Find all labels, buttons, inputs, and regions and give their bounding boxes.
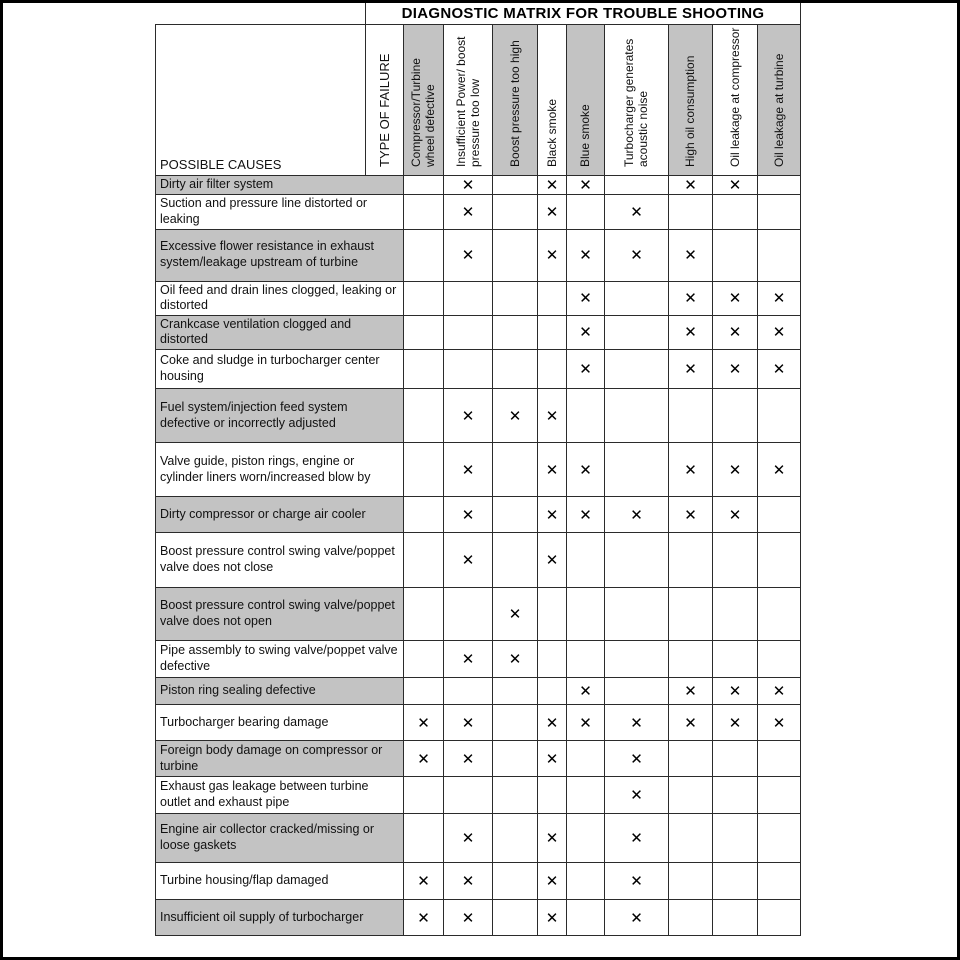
empty-cell (567, 900, 605, 936)
table-row (156, 281, 801, 315)
empty-cell (713, 814, 758, 863)
x-mark-cell: ✕ (713, 678, 758, 705)
empty-cell (493, 705, 538, 741)
x-mark-cell: ✕ (538, 194, 567, 229)
table-row (156, 863, 801, 900)
x-mark-cell: ✕ (444, 641, 493, 678)
cause-cell: Pipe assembly to swing valve/poppet valve defective (156, 641, 404, 678)
table-row (156, 533, 801, 588)
empty-cell (493, 350, 538, 389)
x-mark-cell: ✕ (444, 389, 493, 443)
type-of-failure-header (366, 24, 404, 175)
table-row (156, 350, 801, 389)
empty-cell (669, 863, 713, 900)
empty-cell (493, 315, 538, 349)
x-mark-cell: ✕ (404, 863, 444, 900)
cause-cell: Engine air collector cracked/missing or loose gaskets (156, 814, 404, 863)
x-mark-cell: ✕ (669, 443, 713, 497)
empty-cell (444, 350, 493, 389)
empty-cell (538, 350, 567, 389)
table-row (156, 900, 801, 936)
x-mark-cell: ✕ (538, 705, 567, 741)
x-mark-cell: ✕ (444, 497, 493, 533)
empty-cell (758, 641, 801, 678)
x-mark-cell: ✕ (538, 741, 567, 777)
cause-cell: Excessive flower resistance in exhaust system/leakage upstream of turbine (156, 229, 404, 281)
x-mark-cell: ✕ (758, 678, 801, 705)
empty-cell (567, 194, 605, 229)
x-mark-cell: ✕ (669, 175, 713, 194)
empty-cell (758, 900, 801, 936)
x-mark-cell: ✕ (758, 443, 801, 497)
x-mark-cell: ✕ (444, 863, 493, 900)
possible-causes-header: POSSIBLE CAUSES (156, 24, 366, 175)
column-header-label: Blue smoke (578, 103, 593, 167)
empty-cell (669, 194, 713, 229)
empty-cell (713, 194, 758, 229)
x-mark-cell: ✕ (669, 315, 713, 349)
column-header-label: Black smoke (544, 98, 559, 167)
empty-cell (444, 315, 493, 349)
cause-cell: Exhaust gas leakage between turbine outlet and exhaust pipe (156, 777, 404, 814)
empty-cell (567, 389, 605, 443)
empty-cell (605, 533, 669, 588)
empty-cell (493, 497, 538, 533)
table-row (156, 194, 801, 229)
x-mark-cell: ✕ (758, 315, 801, 349)
empty-cell (758, 814, 801, 863)
x-mark-cell: ✕ (758, 350, 801, 389)
empty-cell (605, 588, 669, 641)
empty-cell (493, 863, 538, 900)
table-row (156, 588, 801, 641)
x-mark-cell: ✕ (567, 281, 605, 315)
empty-cell (444, 588, 493, 641)
empty-cell (605, 389, 669, 443)
column-header-label: Insufficient Power/ boost pressure too low (453, 35, 482, 167)
empty-cell (538, 641, 567, 678)
empty-cell (758, 777, 801, 814)
table-row (156, 705, 801, 741)
title-row (156, 3, 801, 24)
table-row (156, 443, 801, 497)
empty-cell (444, 777, 493, 814)
empty-cell (567, 641, 605, 678)
cause-cell: Suction and pressure line distorted or leaking (156, 194, 404, 229)
column-header-7 (669, 24, 713, 175)
cause-cell: Piston ring sealing defective (156, 678, 404, 705)
table-row (156, 497, 801, 533)
x-mark-cell: ✕ (444, 194, 493, 229)
empty-cell (493, 229, 538, 281)
empty-cell (567, 533, 605, 588)
empty-cell (404, 533, 444, 588)
column-header-5 (567, 24, 605, 175)
x-mark-cell: ✕ (713, 315, 758, 349)
column-header-4 (538, 24, 567, 175)
page-title: DIAGNOSTIC MATRIX FOR TROUBLE SHOOTING (366, 3, 801, 24)
x-mark-cell: ✕ (669, 281, 713, 315)
x-mark-cell: ✕ (713, 350, 758, 389)
table-row (156, 315, 801, 349)
empty-cell (404, 281, 444, 315)
empty-cell (404, 814, 444, 863)
x-mark-cell: ✕ (758, 705, 801, 741)
empty-cell (493, 678, 538, 705)
empty-cell (493, 281, 538, 315)
blank-corner (156, 3, 366, 24)
type-of-failure-label: TYPE OF FAILURE (376, 53, 392, 167)
empty-cell (713, 588, 758, 641)
x-mark-cell: ✕ (605, 497, 669, 533)
empty-cell (605, 641, 669, 678)
x-mark-cell: ✕ (567, 229, 605, 281)
empty-cell (669, 741, 713, 777)
empty-cell (538, 678, 567, 705)
empty-cell (493, 533, 538, 588)
x-mark-cell: ✕ (538, 863, 567, 900)
x-mark-cell: ✕ (605, 900, 669, 936)
x-mark-cell: ✕ (444, 533, 493, 588)
empty-cell (567, 863, 605, 900)
empty-cell (758, 863, 801, 900)
x-mark-cell: ✕ (605, 777, 669, 814)
x-mark-cell: ✕ (538, 814, 567, 863)
x-mark-cell: ✕ (605, 863, 669, 900)
empty-cell (538, 588, 567, 641)
x-mark-cell: ✕ (538, 389, 567, 443)
x-mark-cell: ✕ (538, 443, 567, 497)
header-row (156, 24, 801, 175)
empty-cell (605, 678, 669, 705)
empty-cell (567, 588, 605, 641)
empty-cell (758, 175, 801, 194)
column-header-9 (758, 24, 801, 175)
empty-cell (404, 777, 444, 814)
cause-cell: Insufficient oil supply of turbocharger (156, 900, 404, 936)
empty-cell (758, 497, 801, 533)
empty-cell (758, 741, 801, 777)
x-mark-cell: ✕ (493, 641, 538, 678)
cause-cell: Turbocharger bearing damage (156, 705, 404, 741)
empty-cell (669, 777, 713, 814)
empty-cell (404, 175, 444, 194)
empty-cell (713, 229, 758, 281)
x-mark-cell: ✕ (605, 741, 669, 777)
x-mark-cell: ✕ (538, 229, 567, 281)
x-mark-cell: ✕ (713, 175, 758, 194)
cause-cell: Foreign body damage on compressor or turbine (156, 741, 404, 777)
x-mark-cell: ✕ (444, 229, 493, 281)
empty-cell (669, 533, 713, 588)
empty-cell (493, 777, 538, 814)
empty-cell (404, 497, 444, 533)
cause-cell: Crankcase ventilation clogged and distorted (156, 315, 404, 349)
x-mark-cell: ✕ (567, 678, 605, 705)
column-header-label: Turbocharger generates acoustic noise (622, 38, 651, 167)
column-header-2 (444, 24, 493, 175)
empty-cell (669, 900, 713, 936)
empty-cell (605, 175, 669, 194)
empty-cell (713, 863, 758, 900)
x-mark-cell: ✕ (404, 705, 444, 741)
empty-cell (713, 741, 758, 777)
empty-cell (758, 533, 801, 588)
empty-cell (713, 533, 758, 588)
empty-cell (493, 175, 538, 194)
table-row (156, 777, 801, 814)
x-mark-cell: ✕ (538, 175, 567, 194)
x-mark-cell: ✕ (669, 678, 713, 705)
empty-cell (669, 814, 713, 863)
empty-cell (538, 281, 567, 315)
empty-cell (493, 194, 538, 229)
table-row (156, 814, 801, 863)
empty-cell (669, 588, 713, 641)
empty-cell (567, 814, 605, 863)
x-mark-cell: ✕ (605, 194, 669, 229)
empty-cell (404, 229, 444, 281)
empty-cell (493, 900, 538, 936)
x-mark-cell: ✕ (444, 814, 493, 863)
x-mark-cell: ✕ (669, 497, 713, 533)
x-mark-cell: ✕ (567, 175, 605, 194)
empty-cell (605, 315, 669, 349)
column-header-label: Boost pressure too high (507, 39, 522, 167)
x-mark-cell: ✕ (404, 741, 444, 777)
x-mark-cell: ✕ (713, 443, 758, 497)
column-header-3 (493, 24, 538, 175)
empty-cell (669, 389, 713, 443)
empty-cell (404, 443, 444, 497)
empty-cell (444, 281, 493, 315)
x-mark-cell: ✕ (493, 389, 538, 443)
x-mark-cell: ✕ (444, 900, 493, 936)
table-row (156, 229, 801, 281)
x-mark-cell: ✕ (605, 705, 669, 741)
cause-cell: Coke and sludge in turbocharger center housing (156, 350, 404, 389)
x-mark-cell: ✕ (713, 281, 758, 315)
empty-cell (605, 443, 669, 497)
empty-cell (758, 194, 801, 229)
x-mark-cell: ✕ (567, 315, 605, 349)
cause-cell: Dirty compressor or charge air cooler (156, 497, 404, 533)
empty-cell (669, 641, 713, 678)
empty-cell (404, 641, 444, 678)
empty-cell (404, 389, 444, 443)
x-mark-cell: ✕ (404, 900, 444, 936)
empty-cell (404, 194, 444, 229)
table-row (156, 741, 801, 777)
cause-cell: Boost pressure control swing valve/poppet valve does not open (156, 588, 404, 641)
column-header-label: Oil leakage at turbine (771, 53, 786, 167)
empty-cell (538, 777, 567, 814)
empty-cell (758, 588, 801, 641)
empty-cell (605, 350, 669, 389)
cause-cell: Turbine housing/flap damaged (156, 863, 404, 900)
x-mark-cell: ✕ (605, 229, 669, 281)
x-mark-cell: ✕ (444, 443, 493, 497)
table-row (156, 678, 801, 705)
empty-cell (444, 678, 493, 705)
x-mark-cell: ✕ (713, 705, 758, 741)
empty-cell (404, 678, 444, 705)
column-header-6 (605, 24, 669, 175)
empty-cell (605, 281, 669, 315)
x-mark-cell: ✕ (444, 705, 493, 741)
x-mark-cell: ✕ (444, 175, 493, 194)
empty-cell (758, 229, 801, 281)
x-mark-cell: ✕ (444, 741, 493, 777)
matrix-body (156, 175, 801, 936)
cause-cell: Fuel system/injection feed system defective or incorrectly adjusted (156, 389, 404, 443)
x-mark-cell: ✕ (605, 814, 669, 863)
empty-cell (713, 777, 758, 814)
empty-cell (538, 315, 567, 349)
x-mark-cell: ✕ (758, 281, 801, 315)
column-header-1 (404, 24, 444, 175)
x-mark-cell: ✕ (538, 900, 567, 936)
column-header-label: Compressor/Turbine wheel defective (409, 57, 438, 167)
diagnostic-matrix-table (155, 3, 801, 936)
empty-cell (404, 315, 444, 349)
x-mark-cell: ✕ (669, 705, 713, 741)
cause-cell: Oil feed and drain lines clogged, leaking or distorted (156, 281, 404, 315)
empty-cell (713, 641, 758, 678)
empty-cell (567, 741, 605, 777)
x-mark-cell: ✕ (493, 588, 538, 641)
cause-cell: Boost pressure control swing valve/poppet valve does not close (156, 533, 404, 588)
empty-cell (493, 814, 538, 863)
column-header-8 (713, 24, 758, 175)
x-mark-cell: ✕ (713, 497, 758, 533)
x-mark-cell: ✕ (669, 229, 713, 281)
empty-cell (404, 350, 444, 389)
table-row (156, 641, 801, 678)
x-mark-cell: ✕ (567, 705, 605, 741)
empty-cell (758, 389, 801, 443)
x-mark-cell: ✕ (567, 497, 605, 533)
cause-cell: Dirty air filter system (156, 175, 404, 194)
cause-cell: Valve guide, piston rings, engine or cylinder liners worn/increased blow by (156, 443, 404, 497)
x-mark-cell: ✕ (538, 533, 567, 588)
table-row (156, 175, 801, 194)
table-row (156, 389, 801, 443)
empty-cell (713, 389, 758, 443)
empty-cell (713, 900, 758, 936)
column-header-label: High oil consumption (683, 55, 698, 167)
x-mark-cell: ✕ (538, 497, 567, 533)
empty-cell (493, 741, 538, 777)
empty-cell (404, 588, 444, 641)
x-mark-cell: ✕ (567, 443, 605, 497)
x-mark-cell: ✕ (669, 350, 713, 389)
x-mark-cell: ✕ (567, 350, 605, 389)
column-header-label: Oil leakage at compressor (727, 27, 742, 167)
empty-cell (567, 777, 605, 814)
empty-cell (493, 443, 538, 497)
